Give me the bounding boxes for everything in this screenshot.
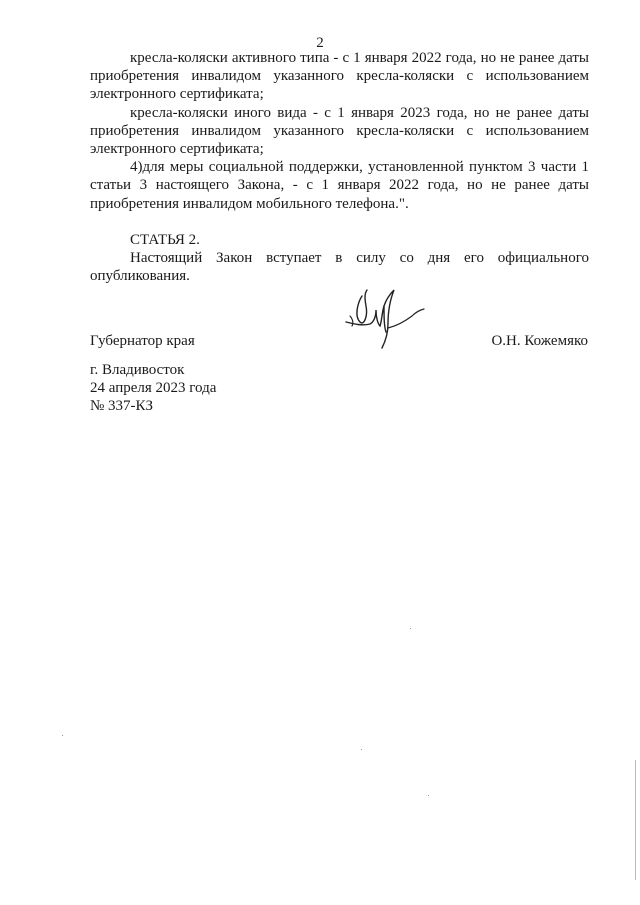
governor-name: О.Н. Кожемяко <box>491 333 588 349</box>
scan-speck <box>361 749 362 750</box>
scan-edge-line <box>635 760 636 880</box>
paragraph-mobile-phone: 4)для меры социальной поддержки, установленной пунктом 3 части 1 статьи 3 настоящего Закона, - с 1 января 2022 года, но не ранее даты приобретения инвалидом мобильного телефона.". <box>90 159 589 212</box>
document-body <box>90 49 589 285</box>
signing-block <box>90 361 216 416</box>
article-text: Настоящий Закон вступает в силу со дня его официального опубликования. <box>90 250 589 285</box>
paragraph-other-wheelchair: кресла-коляски иного вида - с 1 января 2023 года, но не ранее даты приобретения инвалидом указанного кресла-коляски с использованием электронного сертификата; <box>90 104 589 158</box>
scan-speck <box>428 795 429 796</box>
article-heading: СТАТЬЯ 2. <box>130 231 200 248</box>
paragraph-active-wheelchair: кресла-коляски активного типа - с 1 января 2022 года, но не ранее даты приобретения инвалидом указанного кресла-коляски с использованием электронного сертификата; <box>90 50 589 103</box>
governor-title: Губернатор края <box>90 333 195 349</box>
handwritten-signature <box>340 276 430 356</box>
scan-speck <box>410 628 411 629</box>
signing-date: 24 апреля 2023 года <box>90 380 217 397</box>
law-number: № 337-КЗ <box>90 398 154 415</box>
scan-speck <box>62 735 63 736</box>
signing-city: г. Владивосток <box>90 362 185 378</box>
page-number: 2 <box>316 35 324 51</box>
